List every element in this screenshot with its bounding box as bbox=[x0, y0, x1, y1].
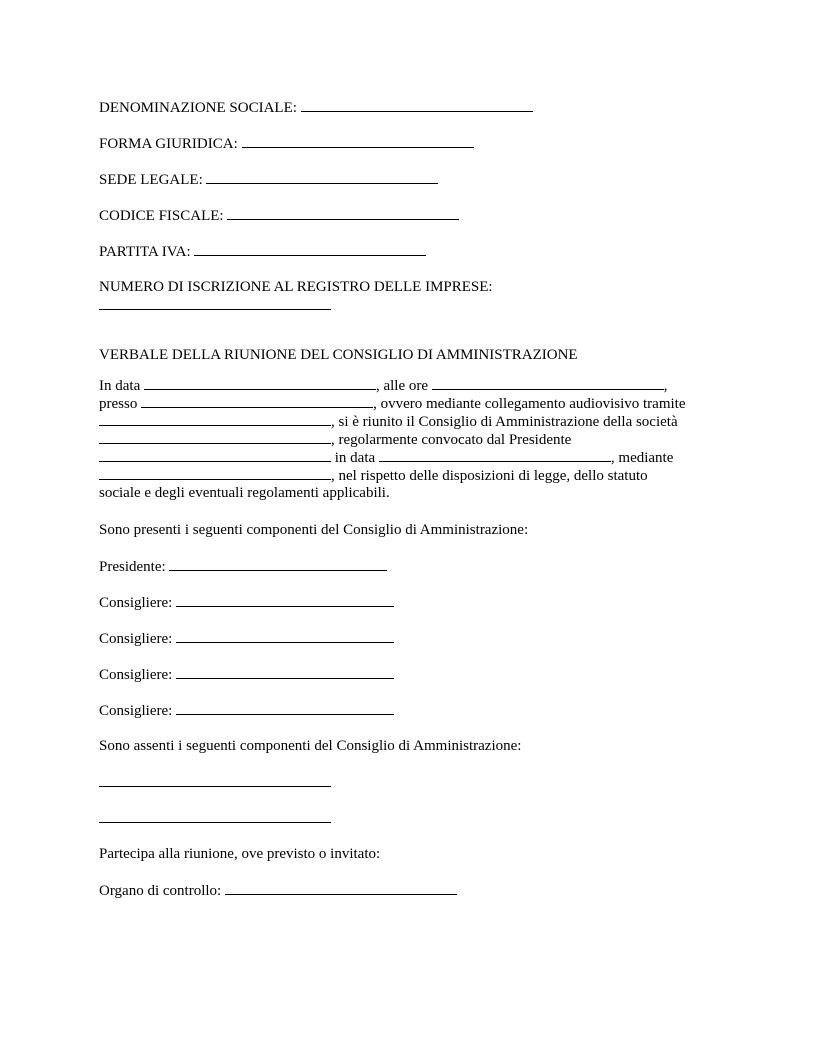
member-consigliere bbox=[99, 701, 739, 719]
blank-line[interactable] bbox=[194, 242, 426, 256]
field-label: CODICE FISCALE: bbox=[99, 208, 224, 224]
member-role: Consigliere: bbox=[99, 667, 173, 683]
text-fragment: sociale e degli eventuali regolamenti applicabili. bbox=[99, 485, 390, 501]
member-role: Consigliere: bbox=[99, 631, 173, 647]
blank-president[interactable] bbox=[99, 448, 331, 462]
blank-line[interactable] bbox=[99, 773, 331, 787]
blank-line[interactable] bbox=[227, 206, 459, 220]
member-consigliere bbox=[99, 665, 739, 683]
absent-member bbox=[99, 809, 739, 827]
blank-line[interactable] bbox=[176, 701, 394, 715]
blank-line[interactable] bbox=[176, 629, 394, 643]
present-intro: Sono presenti i seguenti componenti del Consiglio di Amministrazione: bbox=[99, 522, 529, 538]
blank-place[interactable] bbox=[141, 394, 373, 408]
member-presidente bbox=[99, 557, 739, 575]
blank-date[interactable] bbox=[144, 376, 376, 390]
blank-line[interactable] bbox=[99, 809, 331, 823]
paragraph-line bbox=[99, 430, 739, 448]
member-role: Consigliere: bbox=[99, 703, 173, 719]
field-codice-fiscale bbox=[99, 206, 739, 224]
meeting-paragraph bbox=[99, 376, 739, 502]
paragraph-line bbox=[99, 394, 739, 412]
text-fragment: , bbox=[663, 378, 668, 394]
paragraph-line bbox=[99, 448, 739, 466]
member-consigliere bbox=[99, 593, 739, 611]
field-registro-imprese-value bbox=[99, 296, 739, 314]
document-title: VERBALE DELLA RIUNIONE DEL CONSIGLIO DI AMMINISTRAZIONE bbox=[99, 347, 578, 363]
field-label: DENOMINAZIONE SOCIALE: bbox=[99, 100, 297, 116]
field-partita-iva bbox=[99, 242, 739, 260]
blank-time[interactable] bbox=[432, 376, 664, 390]
text-fragment: , mediante bbox=[610, 450, 674, 466]
field-label: PARTITA IVA: bbox=[99, 244, 191, 260]
absent-member bbox=[99, 773, 739, 791]
member-role: Presidente: bbox=[99, 559, 166, 575]
field-forma-giuridica bbox=[99, 134, 739, 152]
text-fragment: in data bbox=[331, 450, 379, 466]
text-fragment: , ovvero mediante collegamento audiovisivo tramite bbox=[373, 396, 686, 412]
field-label: SEDE LEGALE: bbox=[99, 172, 203, 188]
text-fragment: , regolarmente convocato dal Presidente bbox=[331, 432, 572, 448]
participate-intro: Partecipa alla riunione, ove previsto o invitato: bbox=[99, 846, 381, 862]
text-fragment: presso bbox=[99, 396, 142, 412]
blank-line[interactable] bbox=[301, 98, 533, 112]
text-fragment: , alle ore bbox=[375, 378, 432, 394]
field-label: Organo di controllo: bbox=[99, 883, 222, 899]
blank-line[interactable] bbox=[176, 593, 394, 607]
paragraph-line bbox=[99, 484, 739, 502]
member-role: Consigliere: bbox=[99, 595, 173, 611]
field-denominazione-sociale bbox=[99, 98, 739, 116]
blank-line[interactable] bbox=[206, 170, 438, 184]
blank-means[interactable] bbox=[99, 412, 331, 426]
paragraph-line bbox=[99, 466, 739, 484]
blank-line[interactable] bbox=[242, 134, 474, 148]
text-fragment: In data bbox=[99, 378, 144, 394]
field-label: FORMA GIURIDICA: bbox=[99, 136, 238, 152]
paragraph-line bbox=[99, 376, 739, 394]
blank-line[interactable] bbox=[225, 881, 457, 895]
field-organo-controllo bbox=[99, 881, 739, 899]
text-fragment: , nel rispetto delle disposizioni di legge, dello statuto bbox=[331, 468, 648, 484]
absent-intro: Sono assenti i seguenti componenti del Consiglio di Amministrazione: bbox=[99, 738, 522, 754]
blank-convocation-means[interactable] bbox=[99, 466, 331, 480]
paragraph-line bbox=[99, 412, 739, 430]
member-consigliere bbox=[99, 629, 739, 647]
field-registro-imprese bbox=[99, 278, 739, 296]
field-sede-legale bbox=[99, 170, 739, 188]
blank-line[interactable] bbox=[99, 296, 331, 310]
text-fragment: , si è riunito il Consiglio di Amministrazione della società bbox=[331, 414, 678, 430]
field-label: NUMERO DI ISCRIZIONE AL REGISTRO DELLE IMPRESE: bbox=[99, 279, 493, 295]
blank-line[interactable] bbox=[169, 557, 387, 571]
blank-company[interactable] bbox=[99, 430, 331, 444]
blank-line[interactable] bbox=[176, 665, 394, 679]
blank-convocation-date[interactable] bbox=[379, 448, 611, 462]
document-page bbox=[99, 98, 739, 899]
